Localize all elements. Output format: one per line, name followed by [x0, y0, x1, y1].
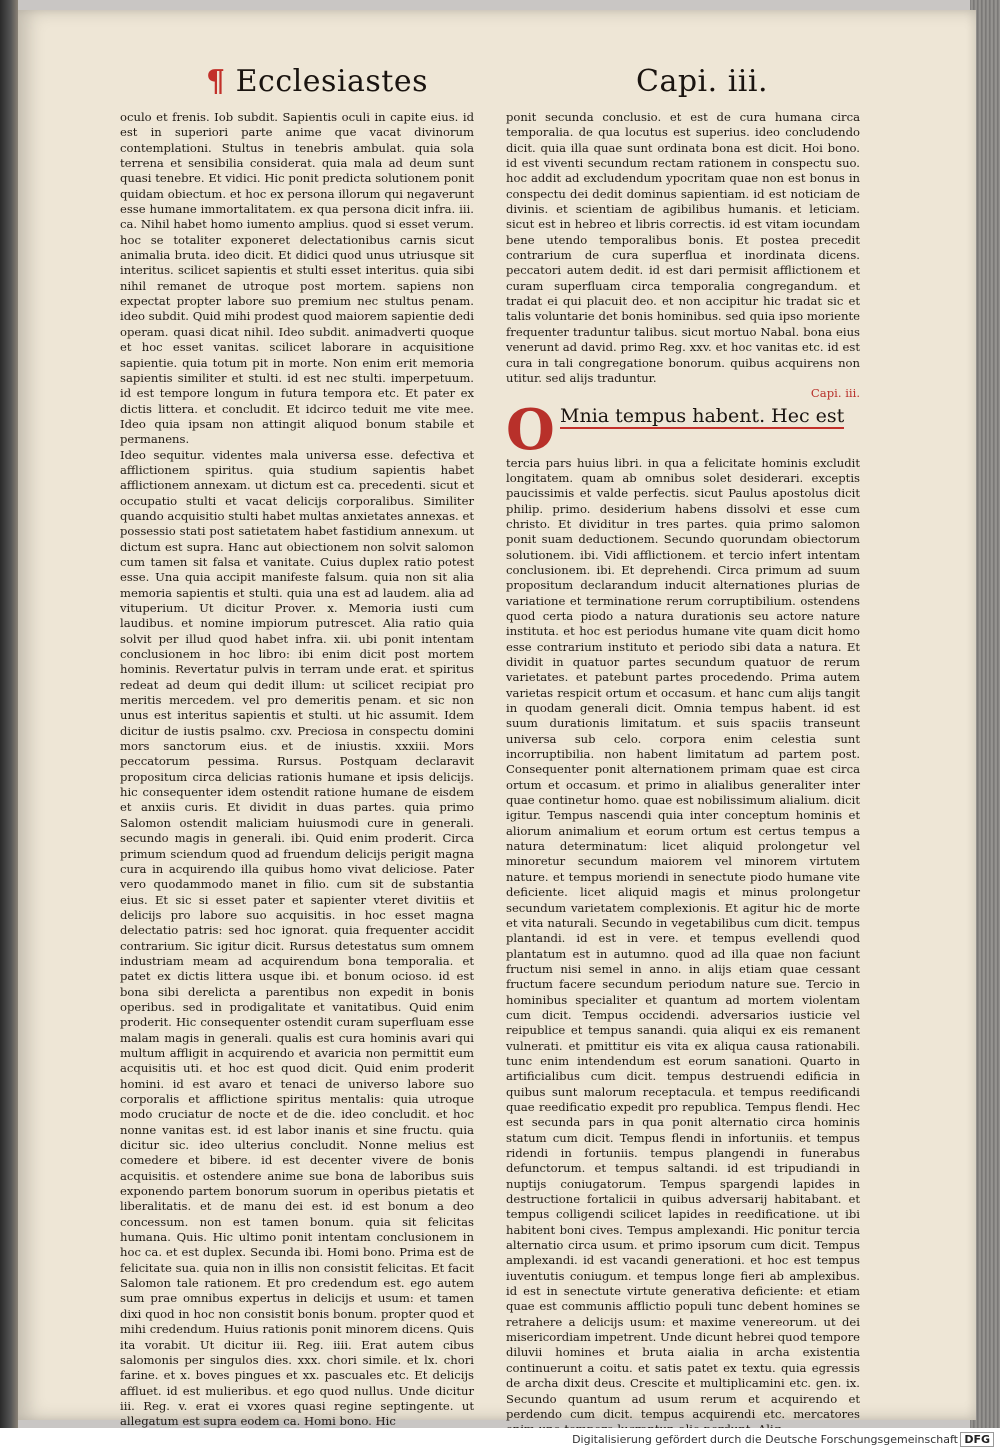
left-column-paragraph-2: Ideo sequitur. videntes mala universa esse. defectiva et afflictionem spiritus. quia studium sapientis habet afflictionem annexam. ut dictum est ca. precedenti. sicut et occupatio stulti et vacat delicijs corporalibus. Similiter quando acquisitio stulti habet multas anxietates annexas. et possessio stati post satietatem habet fastidium annexum. ut dictum est supra. Hanc aut obiectionem non solvit salomon cum tamen sit falsa et vanitate. Cuius duplex ratio potest esse. Una quia accipit manifeste falsum. quia non sit alia memoria sapientis et stulti. quia una est ad laudem. alia ad vituperium. Ut dicitur Prover. x. Memoria iusti cum laudibus. et nomine impiorum putrescet. Alia ratio quia solvit per illud quod habet infra. xii. ubi ponit intentam conclusionem in hoc libro: ibi enim dicit post mortem hominis. Revertatur pulvis in terram unde erat. et spiritus redeat ad deum qui dedit illum: ut scilicet recipiat pro meritis mercedem. vel pro demeritis penam. et sic non unus est interitus sapientis et stulti. ut hic assumit. Idem dicitur de iustis psalmo. cxv. Preciosa in conspectu domini mors sanctorum eius. et de iniustis. xxxiii. Mors peccatorum pessima. Rursus. Postquam declaravit propositum circa delicias rationis humane et ipsis delicijs. hic consequenter idem ostendit ratione humane de eisdem et anxiis curis. Et dividit in duas partes. quia primo Salomon ostendit maliciam huiusmodi cure in generali. secundo magis in generali. ibi. Quid enim proderit. Circa primum sciendum quod ad fruendum delicijs perigit magna cura in acquirendo illa quibus homo vivat deliciose. Pater vero quodammodo manet in filio. cum sit de substantia eius. Et sic si esset pater et sapienter vteret divitiis et delicijs pro labore suo acquisitis. in hoc esset magna delectatio patris: sed hoc ignorat. quia frequenter accidit contrarium. Sic igitur dicit. Rursus detestatus sum omnem industriam meam ad acquirendum bona temporalia. et patet ex dictis littera usque ibi. et bonum ocioso. id est bona sibi derelicta a parentibus non expedit in bonis operibus. sed in prodigalitate et vanitatibus. Quid enim proderit. Hic consequenter ostendit curam superfluam esse malam magis in generali. qualis est cura hominis avari qui multum affligit in acquirendo et avaricia non permittit eum acquisitis uti. et hoc est quod dicit. Quid enim proderit homini. id est avaro et tenaci de universo labore suo corporalis et afflictione spiritus mentalis: quia utroque modo cruciatur de nocte et de die. ideo concludit. et hoc nonne vanitas est. id est labor inanis et sine fructu. quia dicitur sic. ideo ulterius concludit. Nonne melius est comedere et bibere. id est decenter vivere de bonis acquisitis. et ostendere anime sue bona de laboribus suis exponendo partem bonorum suorum in operibus pietatis et liberalitatis. et de manu dei est. id est bonum a deo concessum. non est tamen bonum. quia sit felicitas humana. Quis. Hic ultimo ponit intentam conclusionem in hoc ca. et est duplex. Secunda ibi. Homi bono. Prima est de felicitate sua. quia non in illis non consistit felicitas. Et facit Salomon tale rationem. Et pro credendum est. ego autem sum prae omnibus expertus in delicijs et usum: et tamen dixi quod in hoc non consistit bonis bonum. propter quod et mihi credendum. Huius rationis ponit minorem dicens. Quis ita vorabit. Ut dicitur iii. Reg. iiii. Erat autem cibus salomonis per singulos dies. xxx. chori simile. et lx. chori farine. et x. boves pingues et xx. pascuales etc. Et delicijs affluet. id est mulieribus. et ego quod nullus. Unde dicitur iii. Reg. v. erat ei vxores quasi regine septingente. ut allegatum est supra eodem ca. Homi bono. Hic [120, 447, 474, 1429]
left-column-paragraph: oculo et frenis. Iob subdit. Sapientis oculi in capite eius. id est in superiori parte anime que vacat divinorum contemplationi. Stultus in tenebris ambulat. quia sola terrena et sensibilia considerat. quia mala ad deum sunt quasi tenebre. Et vidici. Hic ponit predicta solutionem ponit quidam obiectum. et hoc ex persona illorum qui negaverunt esse humane immortalitatem. ex qua persona dicit infra. iii. ca. Nihil habet homo iumento amplius. quod si esset verum. hoc se totaliter exponeret delectationibus carnis sicut animalia bruta. ideo dicit. Et didici quod unus utriusque sit interitus. scilicet sapientis et stulti esset interitus. quia sibi nihil remanet de utroque post mortem. sapiens non expectat propter labore suo premium nec stultus penam. ideo subdit. Quid mihi prodest quod maiorem sapientie dedi operam. quasi dicat nihil. Ideo subdit. animadverti quoque et hoc esset vanitas. scilicet laborare in acquisitione sapientie. quia totum pit in morte. Non enim erit memoria sapientis similiter et stulti. id est nec stulti. imperpetuum. id est tempore longum in futura tempora etc. Et pater ex dictis littera. et concludit. Et idcirco teduit me vite mee. Ideo quia ipsam non attingit aliquod bonum stabile et permanens. [120, 110, 474, 447]
book-page [18, 10, 976, 1429]
chapter-opening [506, 396, 860, 463]
right-text-column [506, 110, 860, 1421]
book-spine-edge [0, 0, 18, 1453]
right-column-paragraph: ponit secunda conclusio. et est de cura humana circa temporalia. de qua locutus est superius. ideo concludendo dicit. quia illa quae sunt ordinata bona est dicit. Hoi bono. id est viventi secundum rectam rationem in conspectu suo. hoc addit ad excludendum ypocritam quae non est bonus in conspectu dei dedit dominus sapientiam. id est noticiam de divinis. et scientiam de agibilibus humanis. et leticiam. sicut est in hebreo et libris correctis. id est vitam iocundam bene utendo temporalibus bonis. Et postea precedit contrarium de cura superflua et inordinata dicens. peccatori autem dedit. id est dari permisit afflictionem et curam superfluam circa temporalia congregandum. et tradat ei qui placuit deo. et non accipitur hic tradat sic et talis voluntarie det bonis hominibus. sed quia ipso moriente frequenter traduntur talibus. sicut mortuo Nabal. bona eius venerunt ad david. primo Reg. xxv. et hoc vanitas etc. id est cura in tali congregatione bonorum. quibus acquirens non utitur. sed alijs traduntur. [506, 110, 860, 385]
header-right-title: Capi. iii. [636, 64, 769, 99]
running-header-left [206, 64, 428, 99]
digitization-footer [0, 1428, 1000, 1453]
chapter-rubric: Capi. iii. [810, 386, 860, 401]
dfg-logo-icon: DFG [960, 1432, 994, 1447]
left-text-column [120, 110, 474, 1429]
header-left-title: Ecclesiastes [235, 64, 428, 99]
running-header-right [636, 64, 768, 99]
red-initial-letter: O [506, 396, 555, 463]
incipit-text: Mnia tempus habent. Hec est [560, 404, 845, 427]
pilcrow-icon: ¶ [206, 64, 226, 99]
footer-credit: Digitalisierung gefördert durch die Deutsche Forschungsgemeinschaft [572, 1433, 958, 1446]
right-column-paragraph-2: tercia pars huius libri. in qua a felicitate hominis excludit longitatem. quam ab omnibus solet desiderari. exceptis paucissimis et valde perfectis. sicut Paulus apostolus dicit philip. primo. desiderium habens dissolvi et esse cum christo. Et dividitur in tres partes. quia primo salomon ponit suam deductionem. Secundo quorundam obiectorum solutionem. ibi. Vidi afflictionem. et tercio infert intentam conclusionem. ibi. Et deprehendi. Circa primum ad suum propositum declarandum inducit alternationes plurias de variatione et terminatione rerum corruptibilium. ostendens quod certa piodo a natura durationis seu actore nature instituta. et hoc est periodus humane vite quam dicit homo esse contrarium instituto et periodo sibi data a natura. Et dividit in quatuor partes secundum quatuor de rerum varietates. et patebunt partes procedendo. Prima autem varietas respicit ortum et occasum. et hanc cum alijs tangit in quodam generali dicit. Omnia tempus habent. id est suum durationis limitatum. et suis spaciis transeunt universa sub celo. corpora enim celestia sunt incorruptibilia. non habent limitatum ad partem post. Consequenter ponit alternationem primam quae est circa ortum et occasum. et primo in alialibus generaliter inter quae continetur homo. quae est nobilissimum alialium. dicit igitur. Tempus nascendi quia inter conceptum hominis et aliorum animalium et eorum ortum est certus tempus a natura determinatum: licet aliquid prolongetur vel minoretur secundum maiorem vel minorem virtutem nature. et tempus moriendi in senectute piodo humane vite deficiente. licet aliquid magis et minus prolongetur secundum varietatem complexionis. Et agitur hic de morte et vita naturali. Secundo in vegetabilibus cum dicit. tempus plantandi. id est in vere. et tempus evellendi quod plantatum est in autumno. quod ad illa quae non faciunt fructum nisi semel in anno. in alijs etiam quae cessant fructum facere secundum periodum nature sue. Tercio in hominibus specialiter et quantum ad mortem violentam cum dicit. Tempus occidendi. adversarios iusticie vel reipublice et tempus sanandi. quia aliqui ex eis remanent vulnerati. et pmittitur eis vita ex aliqua causa rationabili. tunc enim intendendum est eorum sanationi. Quarto in artificialibus cum dicit. tempus destruendi edificia in quibus sunt malorum receptacula. et tempus reedificandi quae reedificatio expedit pro republica. Tempus flendi. Hec est secunda pars in qua ponit alternatio circa hominis statum cum dicit. Tempus flendi in infortuniis. et tempus ridendi in fortuniis. tempus plangendi in funerabus defunctorum. et tempus saltandi. id est tripudiandi in nuptijs coniugatorum. Tempus spargendi lapides in destructione fortalicii in quibus adversarij habitabant. et tempus colligendi scilicet lapides in reedificatione. ut ibi habitent boni cives. Tempus amplexandi. Hic ponitur tercia alternatio circa usum. et primo ipsorum cum dicit. Tempus amplexandi. id est vacandi generationi. et hoc est tempus iuventutis coniugum. et tempus longe fieri ab amplexibus. id est in senectute virtute generativa deficiente: et etiam quae est communis afflictio populi tunc debent homines se retrahere a delicijs usum: et maxime venereorum. ut dei misericordiam impetrent. Unde dicunt hebrei quod tempore diluvii homines et bruta aialia in archa existentia continuerunt a coitu. et satis patet ex textu. quia egressis de archa dixit deus. Crescite et multiplicamini etc. gen. ix. Secundo quantum ad usum rerum et acquirendo et perdendo cum dicit. tempus acquirendi etc. mercatores [506, 455, 860, 1421]
